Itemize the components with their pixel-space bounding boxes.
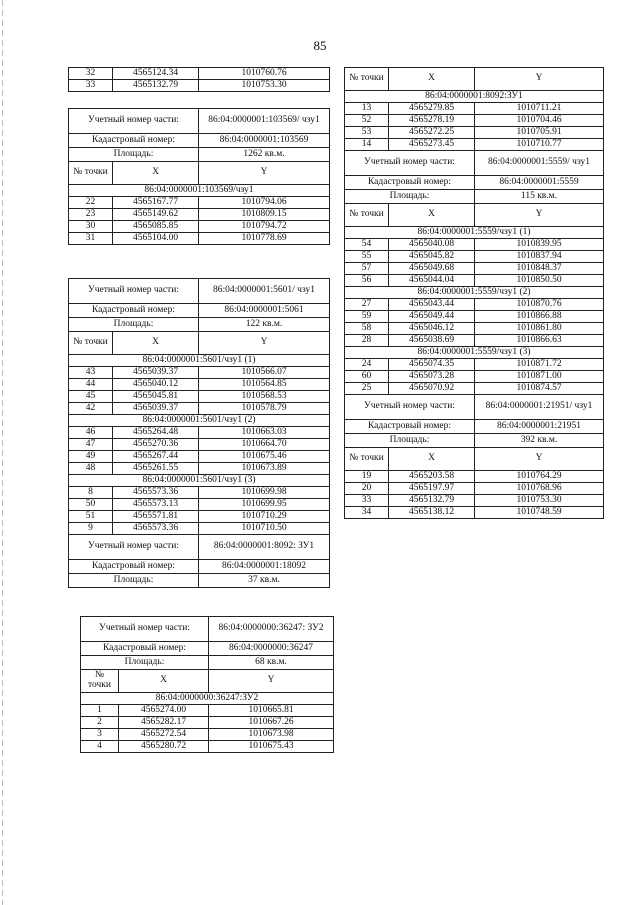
cell-y: 1010850.50 [475, 275, 604, 287]
table-row [69, 391, 330, 403]
cell-point: 47 [69, 439, 113, 451]
section-title: 86:04:0000001:103569/чзу1 [69, 185, 330, 197]
cell-y: 1010748.59 [475, 507, 604, 519]
rows [81, 705, 334, 753]
cadastral-value: 86:04:0000001:103569 [199, 134, 330, 148]
cell-x: 4565073.28 [389, 371, 475, 383]
cell-y: 1010753.30 [199, 80, 330, 92]
part-number-label: Учетный номер части: [69, 279, 199, 304]
cell-point: 49 [69, 451, 113, 463]
section-row [69, 355, 330, 367]
cell-y: 1010848.37 [475, 263, 604, 275]
area-label: Площадь: [69, 574, 199, 588]
cell-point: 30 [69, 221, 113, 233]
table-row [345, 311, 604, 323]
table-row [69, 427, 330, 439]
part-number-label: Учетный номер части: [69, 109, 199, 134]
table-row [345, 127, 604, 139]
cell-point: 3 [81, 729, 119, 741]
sections [69, 355, 330, 535]
cadastral-value: 86:04:0000001:18092 [199, 560, 330, 574]
cell-x: 4565040.08 [389, 239, 475, 251]
cell-point: 58 [345, 323, 389, 335]
cell-point: 54 [345, 239, 389, 251]
table-103569 [68, 108, 330, 245]
col-point: № точки [345, 68, 389, 91]
part-number-value: 86:04:0000001:5601/ чзу1 [199, 279, 330, 304]
cell-x: 4565270.36 [113, 439, 199, 451]
cell-y: 1010675.43 [209, 741, 334, 753]
table-row [345, 139, 604, 151]
table-row [345, 115, 604, 127]
cell-point: 9 [69, 523, 113, 535]
table-row [345, 239, 604, 251]
cell-y: 1010794.72 [199, 221, 330, 233]
cell-point: 34 [345, 507, 389, 519]
section-title: 86:04:0000001:5559/чзу1 (2) [345, 287, 604, 299]
col-x: X [389, 204, 475, 227]
cell-point: 57 [345, 263, 389, 275]
cell-x: 4565045.82 [389, 251, 475, 263]
cell-y: 1010760.76 [199, 68, 330, 80]
part-number-value: 86:04:0000001:5559/ чзу1 [475, 151, 604, 176]
section-title: 86:04:0000001:5601/чзу1 (2) [69, 415, 330, 427]
cell-x: 4565045.81 [113, 391, 199, 403]
cell-y: 1010699.98 [199, 487, 330, 499]
cadastral-label: Кадастровый номер: [81, 642, 209, 656]
cell-x: 4565282.17 [119, 717, 209, 729]
table-row [69, 523, 330, 535]
table-row [81, 717, 334, 729]
cell-point: 53 [345, 127, 389, 139]
cadastral-value: 86:04:0000000:36247 [209, 642, 334, 656]
cadastral-label: Кадастровый номер: [345, 420, 475, 434]
cell-point: 33 [345, 495, 389, 507]
cell-point: 60 [345, 371, 389, 383]
cell-x: 4565272.54 [119, 729, 209, 741]
cell-y: 1010675.46 [199, 451, 330, 463]
area-label: Площадь: [69, 148, 199, 162]
col-y: Y [475, 448, 604, 471]
cell-point: 19 [345, 471, 389, 483]
rows [69, 197, 330, 245]
cell-x: 4565038.69 [389, 335, 475, 347]
area-value: 37 кв.м. [199, 574, 330, 588]
cell-y: 1010663.03 [199, 427, 330, 439]
cell-point: 1 [81, 705, 119, 717]
cell-point: 13 [345, 103, 389, 115]
rows [345, 471, 604, 519]
col-point: № точки [345, 448, 389, 471]
table-row [69, 511, 330, 523]
cell-y: 1010664.70 [199, 439, 330, 451]
cell-point: 43 [69, 367, 113, 379]
cell-y: 1010711.21 [475, 103, 604, 115]
cell-y: 1010870.76 [475, 299, 604, 311]
section-title: 86:04:0000001:5559/чзу1 (3) [345, 347, 604, 359]
cell-x: 4565039.37 [113, 367, 199, 379]
cell-point: 42 [69, 403, 113, 415]
table-row [345, 251, 604, 263]
table-continuation [68, 67, 330, 92]
cell-point: 59 [345, 311, 389, 323]
table-right [344, 67, 604, 519]
col-y: Y [475, 68, 604, 91]
part-number-value: 86:04:0000001:21951/ чзу1 [475, 395, 604, 420]
area-value: 68 кв.м. [209, 656, 334, 670]
col-y: Y [209, 670, 334, 693]
cell-point: 4 [81, 741, 119, 753]
section-row [69, 475, 330, 487]
cell-x: 4565132.79 [389, 495, 475, 507]
table-row [345, 371, 604, 383]
cell-x: 4565267.44 [113, 451, 199, 463]
cell-y: 1010837.94 [475, 251, 604, 263]
cell-x: 4565274.00 [119, 705, 209, 717]
section-title: 86:04:0000000:36247:ЗУ2 [81, 693, 334, 705]
cell-point: 8 [69, 487, 113, 499]
cell-y: 1010778.69 [199, 233, 330, 245]
rows [69, 68, 330, 92]
cell-y: 1010871.00 [475, 371, 604, 383]
cell-y: 1010673.98 [209, 729, 334, 741]
cell-x: 4565280.72 [119, 741, 209, 753]
cell-point: 55 [345, 251, 389, 263]
table-row [69, 463, 330, 475]
cell-y: 1010568.53 [199, 391, 330, 403]
cell-y: 1010710.29 [199, 511, 330, 523]
table-row [69, 439, 330, 451]
cell-point: 46 [69, 427, 113, 439]
cell-y: 1010866.88 [475, 311, 604, 323]
part-number-value: 86:04:0000001:8092: ЗУ1 [199, 535, 330, 560]
table-row [69, 80, 330, 92]
cell-x: 4565261.55 [113, 463, 199, 475]
cell-y: 1010809.15 [199, 209, 330, 221]
cell-point: 50 [69, 499, 113, 511]
table-row [345, 263, 604, 275]
col-point: № точки [345, 204, 389, 227]
table-row [345, 359, 604, 371]
cadastral-value: 86:04:0000001:5061 [199, 304, 330, 318]
cell-y: 1010794.06 [199, 197, 330, 209]
table-row [69, 221, 330, 233]
cell-point: 14 [345, 139, 389, 151]
cell-y: 1010839.95 [475, 239, 604, 251]
table-row [345, 383, 604, 395]
section-row [345, 287, 604, 299]
section-title: 86:04:0000001:5559/чзу1 (1) [345, 227, 604, 239]
part-number-value: 86:04:0000000:36247: ЗУ2 [209, 617, 334, 642]
part-number-label: Учетный номер части: [69, 535, 199, 560]
cell-y: 1010699.95 [199, 499, 330, 511]
area-value: 392 кв.м. [475, 434, 604, 448]
cell-y: 1010710.50 [199, 523, 330, 535]
cell-x: 4565044.04 [389, 275, 475, 287]
table-row [345, 335, 604, 347]
section-row [345, 227, 604, 239]
cell-x: 4565167.77 [113, 197, 199, 209]
cell-point: 20 [345, 483, 389, 495]
cell-x: 4565278.19 [389, 115, 475, 127]
table-row [69, 367, 330, 379]
cell-point: 52 [345, 115, 389, 127]
cell-y: 1010764.29 [475, 471, 604, 483]
cell-x: 4565104.00 [113, 233, 199, 245]
section-row [69, 415, 330, 427]
cell-point: 31 [69, 233, 113, 245]
col-y: Y [199, 332, 330, 355]
col-x: X [113, 162, 199, 185]
cell-point: 27 [345, 299, 389, 311]
part-number-label: Учетный номер части: [345, 151, 475, 176]
col-point: № точки [69, 162, 113, 185]
part-number-label: Учетный номер части: [81, 617, 209, 642]
cell-y: 1010578.79 [199, 403, 330, 415]
table-row [345, 483, 604, 495]
section-title: 86:04:0000001:8092:ЗУ1 [345, 91, 604, 103]
cell-x: 4565040.12 [113, 379, 199, 391]
cell-x: 4565132.79 [113, 80, 199, 92]
cell-x: 4565197.97 [389, 483, 475, 495]
col-x: X [113, 332, 199, 355]
cell-x: 4565138.12 [389, 507, 475, 519]
cell-point: 23 [69, 209, 113, 221]
section-row [345, 347, 604, 359]
cadastral-value: 86:04:0000001:21951 [475, 420, 604, 434]
col-x: X [119, 670, 209, 693]
sections [345, 227, 604, 395]
cadastral-label: Кадастровый номер: [69, 304, 199, 318]
cell-y: 1010710.77 [475, 139, 604, 151]
cell-x: 4565074.35 [389, 359, 475, 371]
table-row [69, 197, 330, 209]
cell-x: 4565571.81 [113, 511, 199, 523]
table-row [345, 495, 604, 507]
table-row [345, 275, 604, 287]
cell-x: 4565149.62 [113, 209, 199, 221]
cell-point: 32 [69, 68, 113, 80]
table-row [69, 487, 330, 499]
area-value: 1262 кв.м. [199, 148, 330, 162]
table-row [69, 451, 330, 463]
area-value: 122 кв.м. [199, 318, 330, 332]
cell-point: 2 [81, 717, 119, 729]
table-row [81, 705, 334, 717]
area-label: Площадь: [345, 434, 475, 448]
section-title: 86:04:0000001:5601/чзу1 (1) [69, 355, 330, 367]
cadastral-label: Кадастровый номер: [69, 560, 199, 574]
cell-x: 4565573.13 [113, 499, 199, 511]
cell-point: 22 [69, 197, 113, 209]
cell-x: 4565085.85 [113, 221, 199, 233]
section-title: 86:04:0000001:5601/чзу1 (3) [69, 475, 330, 487]
area-value: 115 кв.м. [475, 190, 604, 204]
cell-x: 4565273.45 [389, 139, 475, 151]
col-y: Y [475, 204, 604, 227]
cell-x: 4565573.36 [113, 487, 199, 499]
table-36247 [80, 616, 334, 753]
table-row [69, 379, 330, 391]
rows [345, 103, 604, 151]
table-row [345, 471, 604, 483]
area-label: Площадь: [81, 656, 209, 670]
cell-x: 4565279.85 [389, 103, 475, 115]
col-y: Y [199, 162, 330, 185]
cell-x: 4565046.12 [389, 323, 475, 335]
cell-y: 1010753.30 [475, 495, 604, 507]
table-row [345, 323, 604, 335]
cell-y: 1010566.07 [199, 367, 330, 379]
cadastral-label: Кадастровый номер: [69, 134, 199, 148]
cell-y: 1010871.72 [475, 359, 604, 371]
cadastral-label: Кадастровый номер: [345, 176, 475, 190]
cell-point: 25 [345, 383, 389, 395]
cell-point: 45 [69, 391, 113, 403]
cell-y: 1010665.81 [209, 705, 334, 717]
cell-x: 4565043.44 [389, 299, 475, 311]
cell-x: 4565573.36 [113, 523, 199, 535]
cell-point: 28 [345, 335, 389, 347]
cell-y: 1010704.46 [475, 115, 604, 127]
cell-y: 1010768.96 [475, 483, 604, 495]
table-row [69, 499, 330, 511]
cell-x: 4565203.58 [389, 471, 475, 483]
scan-edge [2, 0, 3, 905]
table-row [69, 68, 330, 80]
part-number-label: Учетный номер части: [345, 395, 475, 420]
table-row [69, 403, 330, 415]
table-row [69, 209, 330, 221]
cell-x: 4565264.48 [113, 427, 199, 439]
col-x: X [389, 448, 475, 471]
table-row [81, 729, 334, 741]
table-row [345, 507, 604, 519]
cell-x: 4565070.92 [389, 383, 475, 395]
cell-x: 4565272.25 [389, 127, 475, 139]
cell-point: 48 [69, 463, 113, 475]
cadastral-value: 86:04:0000001:5559 [475, 176, 604, 190]
table-row [81, 741, 334, 753]
cell-x: 4565039.37 [113, 403, 199, 415]
cell-x: 4565124.34 [113, 68, 199, 80]
cell-x: 4565049.68 [389, 263, 475, 275]
part-number-value: 86:04:0000001:103569/ чзу1 [199, 109, 330, 134]
cell-x: 4565049.44 [389, 311, 475, 323]
cell-y: 1010866.63 [475, 335, 604, 347]
cell-point: 24 [345, 359, 389, 371]
page-number: 85 [313, 38, 327, 53]
cell-y: 1010673.89 [199, 463, 330, 475]
cell-point: 51 [69, 511, 113, 523]
cell-point: 33 [69, 80, 113, 92]
col-point: № точки [81, 670, 119, 693]
area-label: Площадь: [69, 318, 199, 332]
table-row [345, 299, 604, 311]
cell-y: 1010874.57 [475, 383, 604, 395]
cell-y: 1010861.80 [475, 323, 604, 335]
col-point: № точки [69, 332, 113, 355]
cell-y: 1010564.85 [199, 379, 330, 391]
table-row [345, 103, 604, 115]
col-x: X [389, 68, 475, 91]
area-label: Площадь: [345, 190, 475, 204]
cell-point: 44 [69, 379, 113, 391]
cell-y: 1010667.26 [209, 717, 334, 729]
cell-point: 56 [345, 275, 389, 287]
table-5601 [68, 278, 330, 588]
cell-y: 1010705.91 [475, 127, 604, 139]
table-row [69, 233, 330, 245]
